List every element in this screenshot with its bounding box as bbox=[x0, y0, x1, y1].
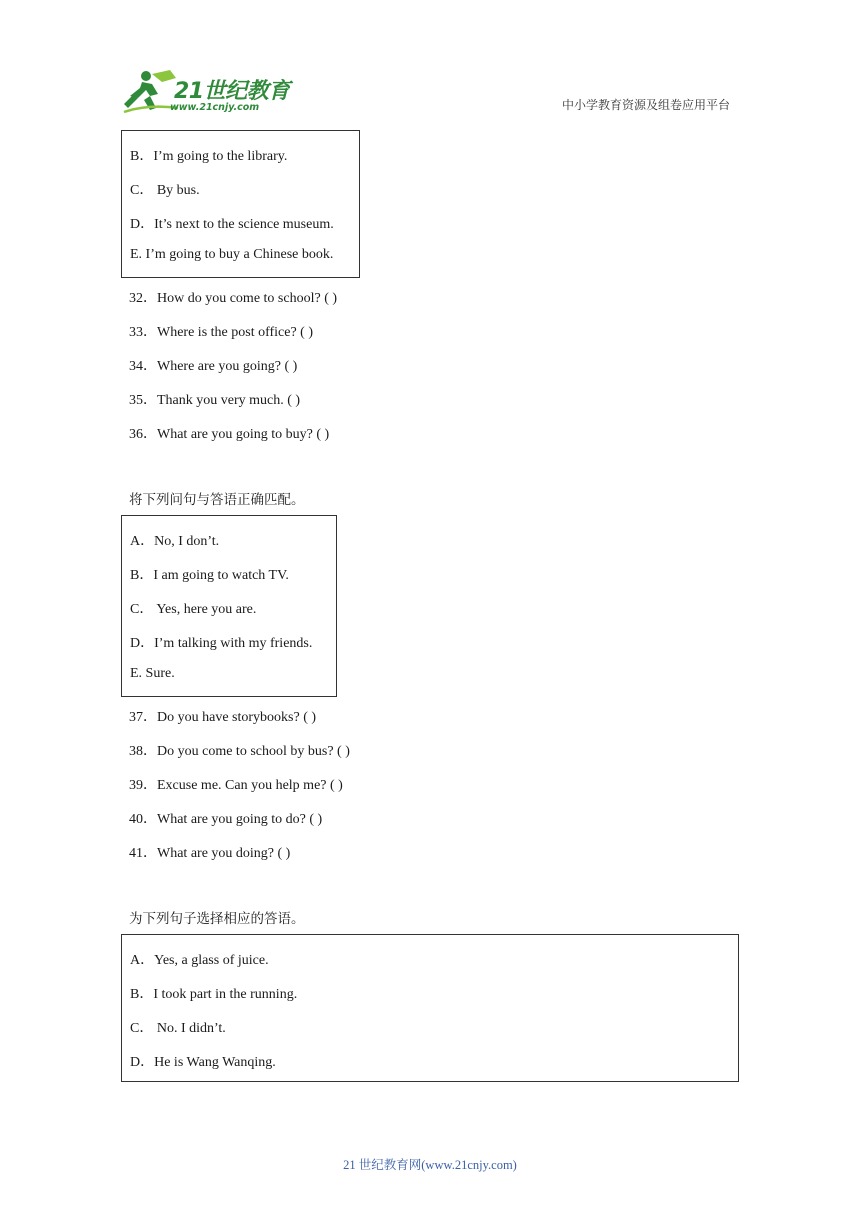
logo-text: 21世纪教育 bbox=[174, 79, 290, 104]
option-e: E. I’m going to buy a Chinese book. bbox=[130, 247, 334, 262]
page-header bbox=[0, 0, 860, 125]
options-box-2 bbox=[121, 515, 337, 697]
question-33: 33．Where is the post office? ( ) bbox=[129, 325, 314, 340]
option-a: A．No, I don’t. bbox=[130, 534, 220, 549]
section-2-instruction: 将下列问句与答语正确匹配。 bbox=[129, 492, 305, 508]
page-footer: 21 世纪教育网(www.21cnjy.com) bbox=[343, 1158, 517, 1172]
question-36: 36．What are you going to buy? ( ) bbox=[129, 427, 330, 442]
question-41: 41．What are you doing? ( ) bbox=[129, 846, 291, 861]
question-34: 34．Where are you going? ( ) bbox=[129, 359, 298, 374]
site-logo bbox=[122, 68, 292, 118]
option-b: B．I’m going to the library. bbox=[130, 149, 288, 164]
question-39: 39．Excuse me. Can you help me? ( ) bbox=[129, 778, 343, 793]
option-c: C． Yes, here you are. bbox=[130, 602, 257, 617]
question-40: 40．What are you going to do? ( ) bbox=[129, 812, 323, 827]
option-d: D．It’s next to the science museum. bbox=[130, 217, 334, 232]
options-box-3 bbox=[121, 934, 739, 1082]
platform-name: 中小学教育资源及组卷应用平台 bbox=[561, 98, 730, 112]
option-b: B．I am going to watch TV. bbox=[130, 568, 289, 583]
option-e: E. Sure. bbox=[130, 666, 175, 681]
option-d: D．He is Wang Wanqing. bbox=[130, 1055, 276, 1070]
question-32: 32．How do you come to school? ( ) bbox=[129, 291, 338, 306]
option-c: C． By bus. bbox=[130, 183, 200, 198]
section-3-instruction: 为下列句子选择相应的答语。 bbox=[129, 911, 305, 927]
question-35: 35．Thank you very much. ( ) bbox=[129, 393, 301, 408]
option-a: A．Yes, a glass of juice. bbox=[130, 953, 269, 968]
options-box-1 bbox=[121, 130, 360, 278]
option-c: C． No. I didn’t. bbox=[130, 1021, 226, 1036]
option-d: D．I’m talking with my friends. bbox=[130, 636, 313, 651]
option-b: B．I took part in the running. bbox=[130, 987, 298, 1002]
question-37: 37．Do you have storybooks? ( ) bbox=[129, 710, 317, 725]
question-38: 38．Do you come to school by bus? ( ) bbox=[129, 744, 350, 759]
logo-url: www.21cnjy.com bbox=[170, 102, 260, 113]
